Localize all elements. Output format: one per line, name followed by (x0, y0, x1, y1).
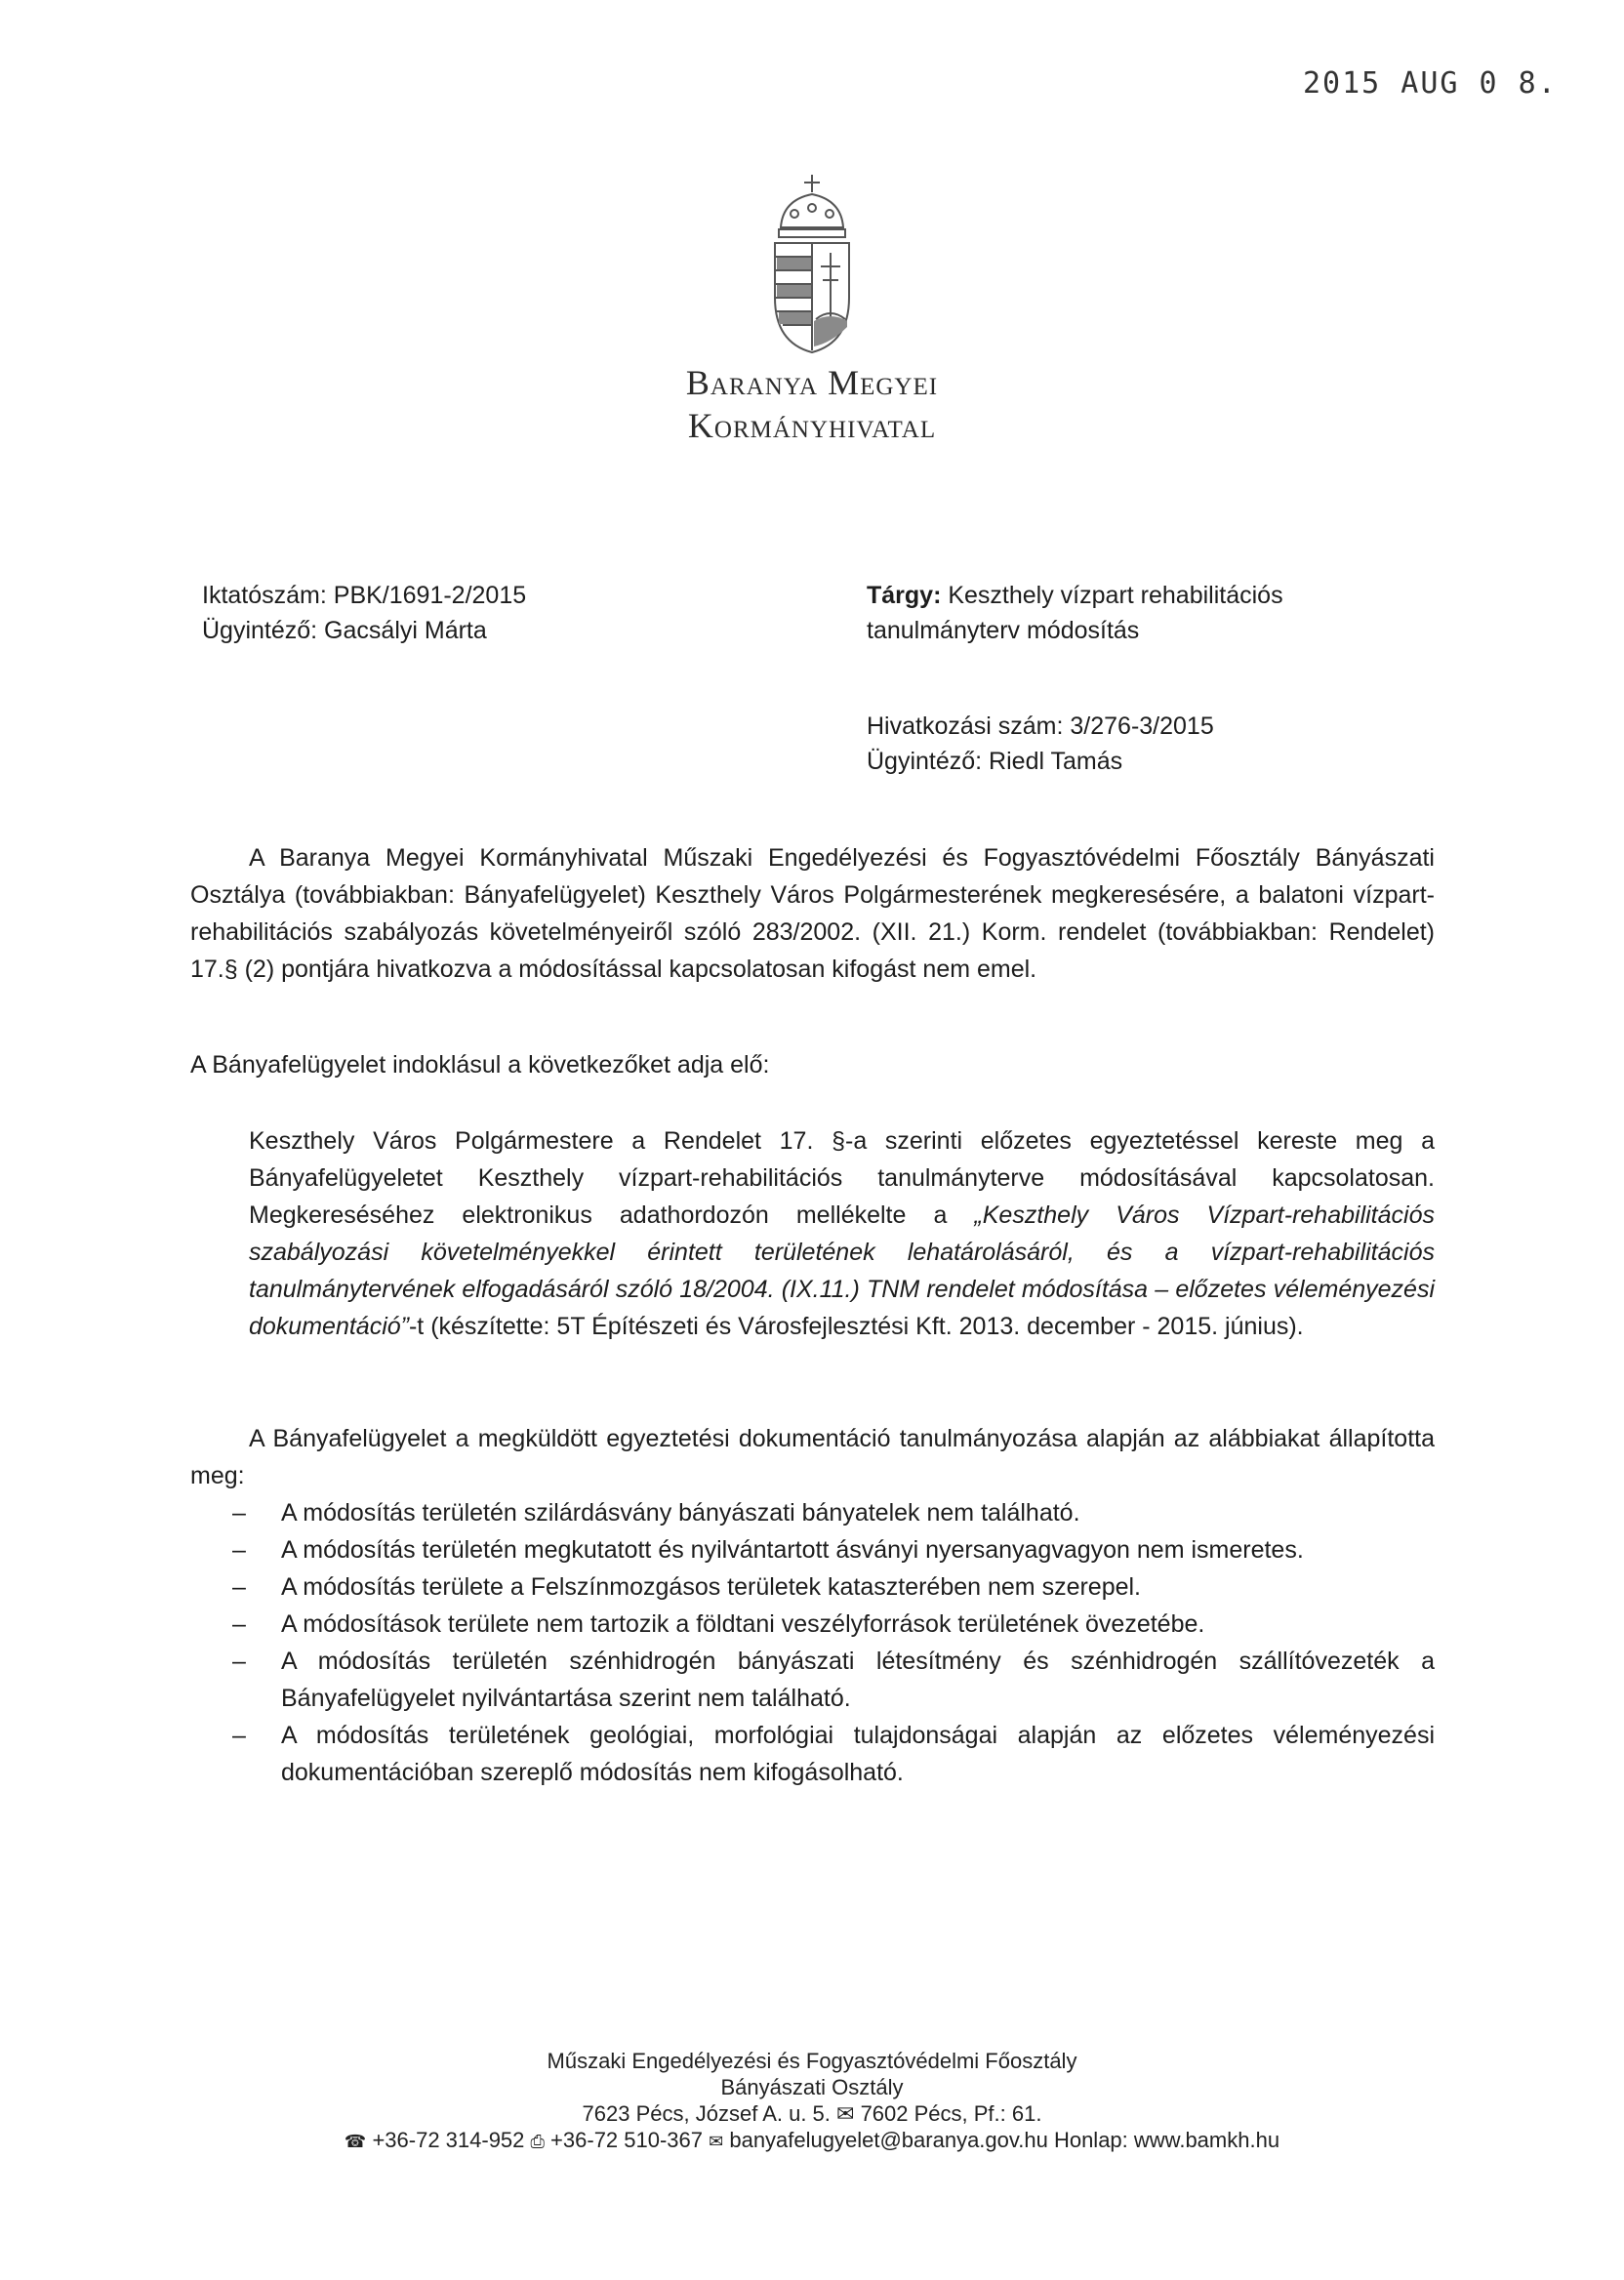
finding-text: A módosítás területe a Felszínmozgásos területek kataszterében nem szerepel. (281, 1573, 1142, 1601)
fax-icon: ⎙ (530, 2132, 545, 2152)
finding-text: A módosítás területének geológiai, morfológiai tulajdonságai alapján az előzetes véleményezési dokumentációban szereplő módosítás nem kifogásolható. (281, 1722, 1435, 1786)
decision-paragraph: A Baranya Megyei Kormányhivatal Műszaki Engedélyezési és Fogyasztóvédelmi Főosztály Bányászati Osztálya (továbbiakban: Bányafelügyelet) Keszthely Város Polgármesterének megkeresésére, a balatoni vízpart-rehabilitációs szabályozás követelményeiről szóló 283/2002. (XII. 21.) Korm. rendelet (továbbiakban: Rendelet) 17.§ (2) pontjára hivatkozva a módosítással kapcsolatosan kifogást nem emel. (190, 844, 1435, 983)
reference-block (867, 709, 1214, 779)
org-name-line2: Kormányhivatal (687, 406, 937, 445)
findings-list (232, 1494, 1435, 1791)
email-icon: ✉ (709, 2132, 724, 2152)
list-item (232, 1531, 1435, 1568)
finding-text: A módosítás területén megkutatott és nyilvántartott ásványi nyersanyagvagyon nem ismeretes. (281, 1536, 1304, 1564)
dash-bullet: – (232, 1573, 246, 1601)
page-footer (0, 2048, 1624, 2155)
dash-bullet: – (232, 1610, 246, 1638)
dash-bullet: – (232, 1536, 246, 1564)
justification-intro: A Bányafelügyelet indoklásul a következőket adja elő: (190, 1051, 770, 1079)
subject-text-line1: Keszthely vízpart rehabilitációs (941, 582, 1283, 609)
finding-text: A módosítás területén szilárdásvány bányászati bányatelek nem található. (281, 1499, 1080, 1527)
subject-block (867, 578, 1283, 648)
reference-case-officer: Ügyintéző: Riedl Tamás (867, 748, 1123, 775)
phone-icon: ☎ (344, 2132, 367, 2152)
email-and-website: banyafelugyelet@baranya.gov.hu Honlap: www.bamkh.hu (723, 2128, 1280, 2152)
footer-address: 7623 Pécs, József A. u. 5. ✉ 7602 Pécs, Pf.: 61. (582, 2101, 1042, 2126)
reference-number: Hivatkozási szám: 3/276-3/2015 (867, 712, 1214, 740)
list-item (232, 1606, 1435, 1643)
findings-intro: A Bányafelügyelet a megküldött egyeztetési dokumentáció tanulmányozása alapján az alábbiakat állapította meg: (190, 1425, 1435, 1489)
dash-bullet: – (232, 1722, 246, 1749)
finding-text: A módosítás területén szénhidrogén bányászati létesítmény és szénhidrogén szállítóvezeték a Bányafelügyelet nyilvántartása szerint nem található. (281, 1648, 1435, 1712)
org-name-line1: Baranya Megyei (685, 363, 939, 402)
list-item (232, 1717, 1435, 1791)
received-date-stamp: 2015 AUG 0 8. (1303, 66, 1558, 101)
registration-number: Iktatószám: PBK/1691-2/2015 (202, 582, 527, 609)
list-item (232, 1643, 1435, 1717)
request-paragraph (190, 1122, 1435, 1345)
footer-contacts (0, 2127, 1624, 2155)
list-item (232, 1568, 1435, 1606)
request-text-start: Keszthely Város Polgármestere a Rendelet 17. §-a szerinti előzetes egyeztetéssel kereste meg a Bányafelügyeletet Keszthely vízpart-rehabilitációs tanulmányterve módosításával kapcsolatosan. Megkereséséhez elektronikus adathordozón mellékelte a (249, 1127, 1435, 1229)
issuing-authority-name (0, 361, 1624, 447)
finding-text: A módosítások területe nem tartozik a földtani veszélyforrások területének övezetébe. (281, 1610, 1205, 1638)
subject-line (867, 578, 1283, 613)
dash-bullet: – (232, 1499, 246, 1527)
document-title: „Keszthely Város Vízpart-rehabilitációs szabályozási követelményekkel érintett területének lehatárolásáról, és a vízpart-rehabilitációs tanulmánytervének elfogadásáról szóló 18/2004. (IX.11.) TNM rendelet módosítása – előzetes véleményezési dokumentáció” (249, 1201, 1435, 1340)
phone-number: +36-72 314-952 (366, 2128, 531, 2152)
request-text-end: -t (készítette: 5T Építészeti és Városfejlesztési Kft. 2013. december - 2015. június). (408, 1313, 1304, 1340)
fax-number: +36-72 510-367 (544, 2128, 710, 2152)
hungarian-coat-of-arms-icon (761, 171, 863, 356)
file-metadata (202, 578, 526, 648)
footer-department: Műszaki Engedélyezési és Fogyasztóvédelmi Főosztály (547, 2049, 1077, 2073)
dash-bullet: – (232, 1648, 246, 1675)
case-officer: Ügyintéző: Gacsályi Márta (202, 617, 487, 644)
subject-text-line2: tanulmányterv módosítás (867, 617, 1140, 644)
list-item (232, 1494, 1435, 1531)
footer-division: Bányászati Osztály (720, 2075, 904, 2099)
subject-label: Tárgy: (867, 582, 942, 609)
